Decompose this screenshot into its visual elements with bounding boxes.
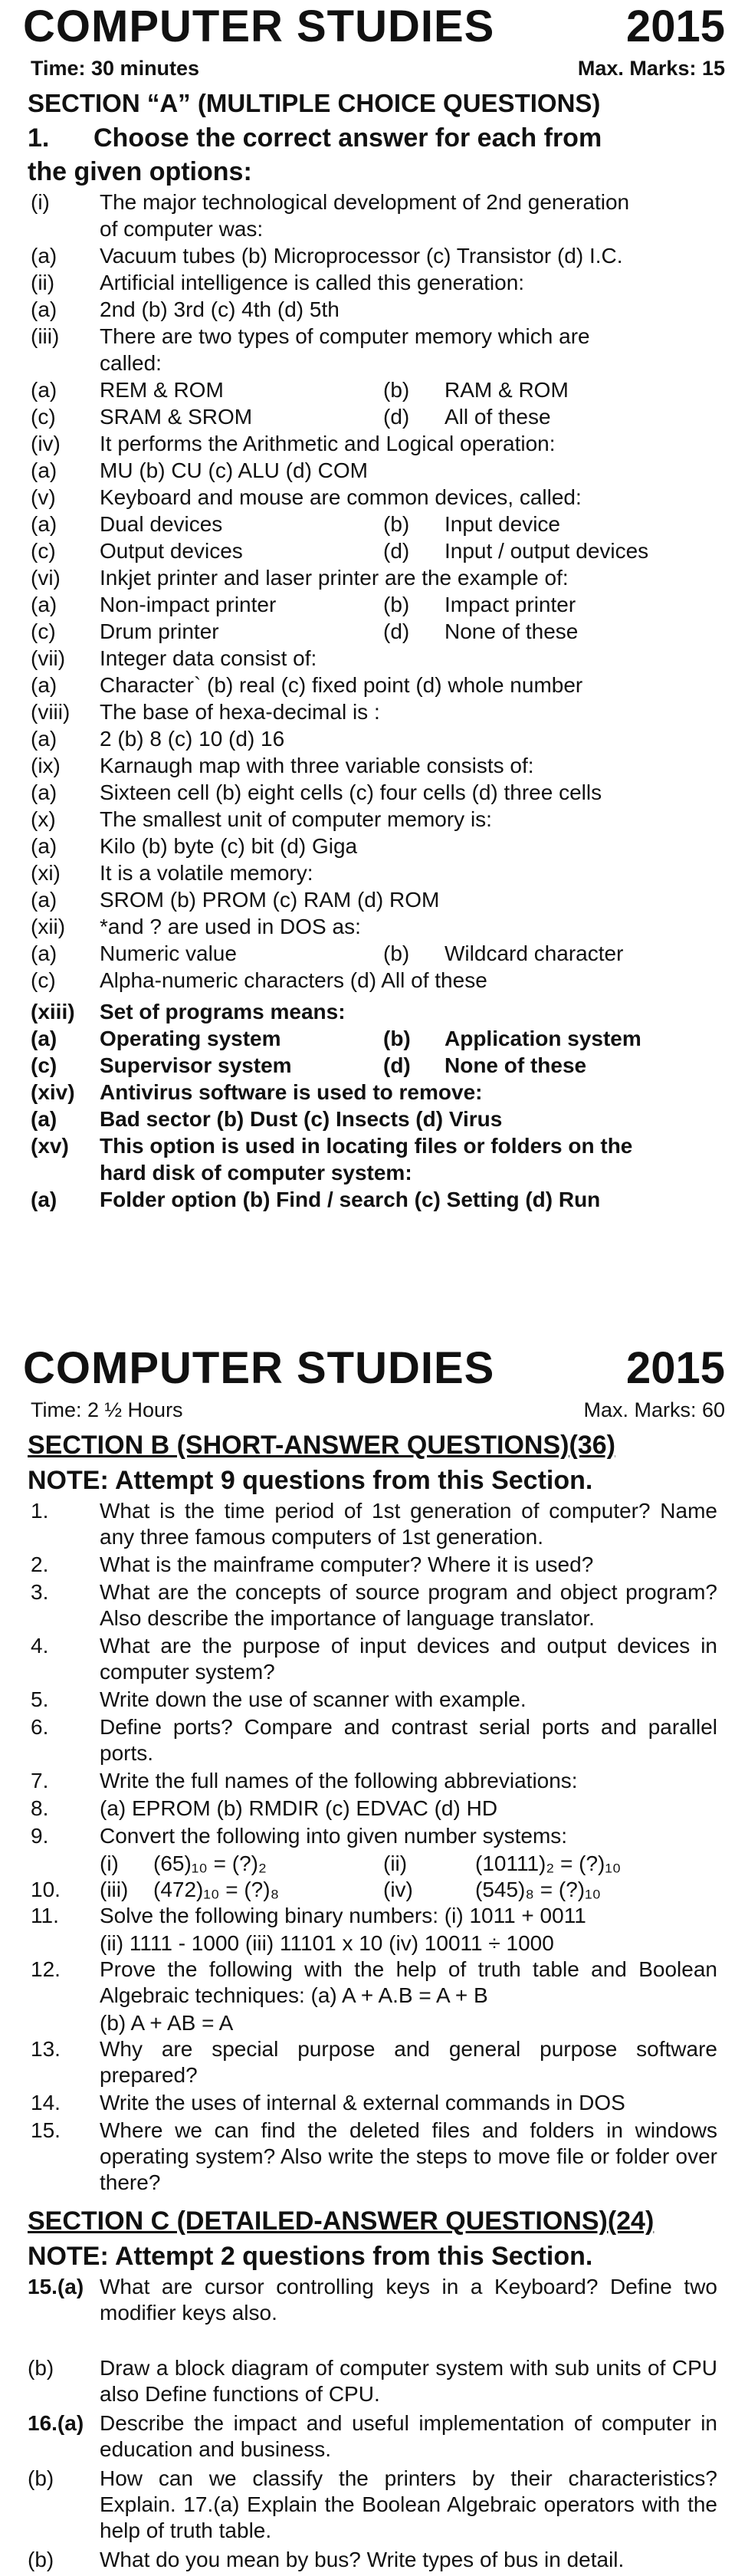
mcq-line [0, 1025, 748, 1052]
mcq-list-bold [0, 998, 748, 1213]
mcq-text: MU (b) CU (c) ALU (d) COM [100, 458, 368, 482]
question-16a [0, 2410, 748, 2463]
time-allowed: Time: 30 minutes [31, 57, 200, 80]
mcq-label: (c) [31, 539, 56, 563]
mcq-label: (a) [31, 1188, 57, 1211]
mcq-line [0, 564, 748, 591]
mcq-label: (a) [31, 780, 57, 804]
question-text: Draw a block diagram of computer system with sub units of CPU also Define functions of CPU. [100, 2356, 717, 2406]
mcq-label: (a) [31, 512, 57, 536]
section-b-note: NOTE: Attempt 9 questions from this Section. [28, 1466, 593, 1495]
question-number: 6. [31, 1715, 49, 1739]
question-9-parts [0, 1851, 748, 1877]
mcq-text: of computer was: [100, 217, 264, 241]
mcq-line [0, 886, 748, 913]
mcq-line [0, 537, 748, 564]
question-number: 8. [31, 1796, 49, 1820]
time-allowed: Time: 2 ½ Hours [31, 1398, 183, 1421]
mcq-label: (xi) [31, 861, 61, 885]
mcq-label: (a) [31, 378, 57, 402]
mcq-label: (viii) [31, 700, 71, 724]
option-text: Application system [445, 1027, 641, 1050]
mcq-label: (a) [31, 673, 57, 697]
option-label: (d) [383, 619, 410, 643]
mcq-line [0, 215, 748, 242]
paper-year: 2015 [625, 1343, 725, 1393]
paper-meta [0, 54, 748, 86]
question-17b [0, 2547, 748, 2573]
section-c-note: NOTE: Attempt 2 questions from this Section. [28, 2242, 593, 2271]
max-marks: Max. Marks: 15 [577, 57, 725, 80]
section-b-block [0, 1342, 748, 2576]
mcq-line [0, 806, 748, 833]
question-number: 14. [31, 2091, 61, 2114]
mcq-label: (iv) [31, 432, 61, 455]
mcq-label: (c) [31, 405, 56, 429]
paper-title: COMPUTER STUDIES [23, 2, 495, 51]
question-12 [0, 1957, 748, 2009]
mcq-label: (a) [31, 1027, 57, 1050]
question-number: 1. [31, 1499, 49, 1523]
mcq-text: This option is used in locating files or folders on the [100, 1134, 633, 1158]
question-text: What do you mean by bus? Write types of bus in detail. [100, 2548, 625, 2571]
option-text: Wildcard character [445, 941, 624, 965]
question-number: 11. [31, 1904, 59, 1927]
question-text: How can we classify the printers by their characteristics? Explain. 17.(a) Explain the Boolean Algebraic operators with the help of truth table. [100, 2466, 717, 2542]
option-text: Drum printer [100, 619, 219, 643]
mcq-text: Keyboard and mouse are common devices, called: [100, 485, 582, 509]
question-number: 1. [28, 123, 50, 153]
mcq-label: (iii) [31, 324, 60, 348]
option-text: Non-impact printer [100, 593, 277, 616]
mcq-line [0, 833, 748, 859]
mcq-text: The base of hexa-decimal is : [100, 700, 380, 724]
mcq-label: (a) [31, 727, 57, 751]
short-question [0, 1714, 748, 1766]
question-text: Solve the following binary numbers: (i) 1011 + 0011 [100, 1904, 586, 1927]
question-number: 5. [31, 1687, 49, 1711]
short-question [0, 1552, 748, 1578]
short-question [0, 2090, 748, 2116]
question-number: 3. [31, 1580, 49, 1604]
mcq-line [0, 618, 748, 645]
option-text: Impact printer [445, 593, 576, 616]
mcq-text: 2 (b) 8 (c) 10 (d) 16 [100, 727, 285, 751]
paper-year: 2015 [625, 2, 725, 51]
part-label: (iii) [100, 1878, 129, 1901]
question-text-cont: the given options: [28, 157, 252, 186]
mcq-label: (a) [31, 941, 57, 965]
mcq-label: (a) [31, 593, 57, 616]
part-text: (545)₈ = (?)₁₀ [475, 1878, 602, 1901]
question-text: Write the full names of the following abbreviations: [100, 1769, 578, 1792]
question-text: Where we can find the deleted files and folders in windows operating system? Also write the steps to move file or folder over there? [100, 2118, 717, 2194]
option-text: SRAM & SROM [100, 405, 253, 429]
question-12-part-b [0, 2010, 748, 2036]
question-text: What are the purpose of input devices and output devices in computer system? [100, 1634, 717, 1684]
paper-header-2 [0, 1342, 748, 1395]
mcq-text: 2nd (b) 3rd (c) 4th (d) 5th [100, 297, 340, 321]
mcq-line [0, 645, 748, 672]
section-a-heading: SECTION “A” (MULTIPLE CHOICE QUESTIONS) [28, 89, 601, 117]
part-text: (ii) 1111 - 1000 (iii) 11101 x 10 (iv) 10011 ÷ 1000 [100, 1931, 554, 1955]
mcq-label: (c) [31, 619, 56, 643]
mcq-text: Folder option (b) Find / search (c) Setting (d) Run [100, 1188, 601, 1211]
question-number: 2. [31, 1552, 49, 1576]
question-text: Write down the use of scanner with example. [100, 1687, 527, 1711]
mcq-text: Kilo (b) byte (c) bit (d) Giga [100, 834, 358, 858]
short-question [0, 1687, 748, 1713]
section-b-heading: SECTION B (SHORT-ANSWER QUESTIONS)(36) [28, 1431, 615, 1460]
question-number: 15.(a) [28, 2275, 84, 2298]
question-number: 9. [31, 1824, 49, 1848]
question-text: Why are special purpose and general purpose software prepared? [100, 2037, 717, 2087]
mcq-line [0, 457, 748, 484]
question-1-stem [28, 121, 748, 189]
question-number: 12. [31, 1957, 61, 1981]
mcq-label: (a) [31, 297, 57, 321]
question-text: What are cursor controlling keys in a Keyboard? Define two modifier keys also. [100, 2275, 717, 2325]
option-text: Input / output devices [445, 539, 649, 563]
mcq-text: There are two types of computer memory which are [100, 324, 590, 348]
short-question [0, 1579, 748, 1631]
mcq-text: *and ? are used in DOS as: [100, 915, 361, 938]
part-label: (iv) [383, 1878, 413, 1901]
question-text: What is the mainframe computer? Where it is used? [100, 1552, 594, 1576]
option-text: All of these [445, 405, 551, 429]
question-number: 10. [31, 1878, 61, 1901]
mcq-label: (x) [31, 807, 56, 831]
mcq-line [0, 403, 748, 430]
question-number: 4. [31, 1634, 49, 1658]
mcq-text: SROM (b) PROM (c) RAM (d) ROM [100, 888, 440, 912]
question-number: (b) [28, 2356, 54, 2380]
short-question [0, 2036, 748, 2088]
mcq-text: The major technological development of 2nd generation [100, 190, 630, 214]
mcq-line [0, 323, 748, 350]
section-a-block [0, 0, 748, 1213]
mcq-label: (xiv) [31, 1080, 75, 1104]
mcq-line [0, 591, 748, 618]
question-text: Define ports? Compare and contrast serial ports and parallel ports. [100, 1715, 717, 1765]
mcq-label: (a) [31, 244, 57, 268]
mcq-label: (xiii) [31, 1000, 75, 1024]
mcq-line [0, 698, 748, 725]
mcq-label: (ii) [31, 271, 55, 294]
mcq-text: hard disk of computer system: [100, 1161, 412, 1184]
mcq-text: Integer data consist of: [100, 646, 317, 670]
mcq-text: Sixteen cell (b) eight cells (c) four cells (d) three cells [100, 780, 602, 804]
mcq-text: Artificial intelligence is called this generation: [100, 271, 525, 294]
short-question [0, 1796, 748, 1822]
paper-header [0, 0, 748, 54]
mcq-list [0, 189, 748, 994]
short-question [0, 1823, 748, 1849]
option-text: RAM & ROM [445, 378, 569, 402]
mcq-text: Set of programs means: [100, 1000, 346, 1024]
question-number: (b) [28, 2548, 54, 2571]
mcq-line [0, 430, 748, 457]
question-number: 13. [31, 2037, 61, 2061]
part-text: (65)₁₀ = (?)₂ [153, 1852, 267, 1875]
mcq-text: Bad sector (b) Dust (c) Insects (d) Virus [100, 1107, 503, 1131]
mcq-text: The smallest unit of computer memory is: [100, 807, 492, 831]
section-c-heading: SECTION C (DETAILED-ANSWER QUESTIONS)(24) [28, 2206, 654, 2236]
option-label: (d) [383, 539, 410, 563]
mcq-line [0, 779, 748, 806]
option-text: Output devices [100, 539, 243, 563]
mcq-line [0, 725, 748, 752]
mcq-text: It performs the Arithmetic and Logical operation: [100, 432, 556, 455]
option-text: Dual devices [100, 512, 223, 536]
mcq-label: (c) [31, 968, 56, 992]
mcq-label: (a) [31, 888, 57, 912]
short-question-list-2 [0, 2036, 748, 2196]
mcq-line [0, 376, 748, 403]
question-text: (a) EPROM (b) RMDIR (c) EDVAC (d) HD [100, 1796, 498, 1820]
question-16b [0, 2466, 748, 2544]
mcq-line [0, 269, 748, 296]
mcq-line [0, 1052, 748, 1079]
mcq-label: (a) [31, 834, 57, 858]
part-text: (472)₁₀ = (?)₈ [153, 1878, 280, 1901]
option-label: (b) [383, 1027, 411, 1050]
mcq-text: Antivirus software is used to remove: [100, 1080, 483, 1104]
mcq-label: (i) [31, 190, 50, 214]
part-label: (ii) [383, 1852, 408, 1875]
short-question [0, 1768, 748, 1794]
mcq-text: It is a volatile memory: [100, 861, 313, 885]
mcq-label: (vii) [31, 646, 66, 670]
part-label: (i) [100, 1852, 119, 1875]
mcq-text: Character` (b) real (c) fixed point (d) whole number [100, 673, 583, 697]
option-text: REM & ROM [100, 378, 224, 402]
mcq-line [0, 511, 748, 537]
mcq-line [0, 672, 748, 698]
mcq-line [0, 967, 748, 994]
mcq-line [0, 752, 748, 779]
question-15b [0, 2355, 748, 2407]
mcq-line [0, 189, 748, 215]
mcq-label: (a) [31, 1107, 57, 1131]
mcq-line [0, 998, 748, 1025]
question-number: 15. [31, 2118, 61, 2142]
option-label: (b) [383, 378, 410, 402]
part-text: (b) A + AB = A [100, 2011, 234, 2035]
option-label: (d) [383, 405, 410, 429]
mcq-line [0, 1132, 748, 1159]
question-15a [0, 2274, 748, 2326]
mcq-label: (xii) [31, 915, 66, 938]
mcq-line [0, 859, 748, 886]
mcq-text: called: [100, 351, 162, 375]
option-text: Numeric value [100, 941, 237, 965]
mcq-label: (v) [31, 485, 56, 509]
question-text: Describe the impact and useful implementation of computer in education and business. [100, 2411, 717, 2461]
short-question [0, 1498, 748, 1550]
mcq-line [0, 1186, 748, 1213]
mcq-line [0, 940, 748, 967]
mcq-line [0, 1106, 748, 1132]
option-text: None of these [445, 1053, 587, 1077]
mcq-line [0, 1079, 748, 1106]
question-text: Write the uses of internal & external commands in DOS [100, 2091, 625, 2114]
question-11 [0, 1903, 748, 1929]
mcq-label: (xv) [31, 1134, 69, 1158]
short-question-list [0, 1498, 748, 1849]
question-text: What is the time period of 1st generation of computer? Name any three famous computers of 1st generation. [100, 1499, 717, 1549]
mcq-label: (c) [31, 1053, 57, 1077]
short-question [0, 2118, 748, 2196]
option-label: (b) [383, 593, 410, 616]
mcq-text: Vacuum tubes (b) Microprocessor (c) Transistor (d) I.C. [100, 244, 623, 268]
mcq-line [0, 1159, 748, 1186]
option-label: (b) [383, 512, 410, 536]
short-question [0, 1633, 748, 1685]
question-text: Choose the correct answer for each from [94, 123, 602, 153]
paper-title: COMPUTER STUDIES [23, 1343, 495, 1393]
mcq-text: Alpha-numeric characters (d) All of these [100, 968, 487, 992]
mcq-text: Inkjet printer and laser printer are the example of: [100, 566, 569, 590]
paper-meta-2 [0, 1395, 748, 1428]
option-text: None of these [445, 619, 579, 643]
question-text: Convert the following into given number systems: [100, 1824, 568, 1848]
question-number: 7. [31, 1769, 49, 1792]
part-text: (10111)₂ = (?)₁₀ [475, 1852, 622, 1875]
question-text: Prove the following with the help of truth table and Boolean Algebraic techniques: (a) A + A.B = A + B [100, 1957, 717, 2007]
mcq-label: (a) [31, 458, 57, 482]
mcq-text: Karnaugh map with three variable consists of: [100, 754, 534, 777]
mcq-label: (vi) [31, 566, 61, 590]
mcq-line [0, 242, 748, 269]
max-marks: Max. Marks: 60 [583, 1398, 725, 1421]
option-text: Supervisor system [100, 1053, 292, 1077]
question-10 [0, 1877, 748, 1903]
question-number: 16.(a) [28, 2411, 84, 2435]
mcq-line [0, 484, 748, 511]
question-text: What are the concepts of source program and object program? Also describe the importance of language translator. [100, 1580, 717, 1630]
question-11-parts [0, 1930, 748, 1957]
option-label: (b) [383, 941, 410, 965]
option-text: Operating system [100, 1027, 281, 1050]
mcq-line [0, 350, 748, 376]
question-number: (b) [28, 2466, 54, 2490]
mcq-label: (ix) [31, 754, 61, 777]
mcq-line [0, 913, 748, 940]
option-label: (d) [383, 1053, 411, 1077]
option-text: Input device [445, 512, 560, 536]
mcq-line [0, 296, 748, 323]
